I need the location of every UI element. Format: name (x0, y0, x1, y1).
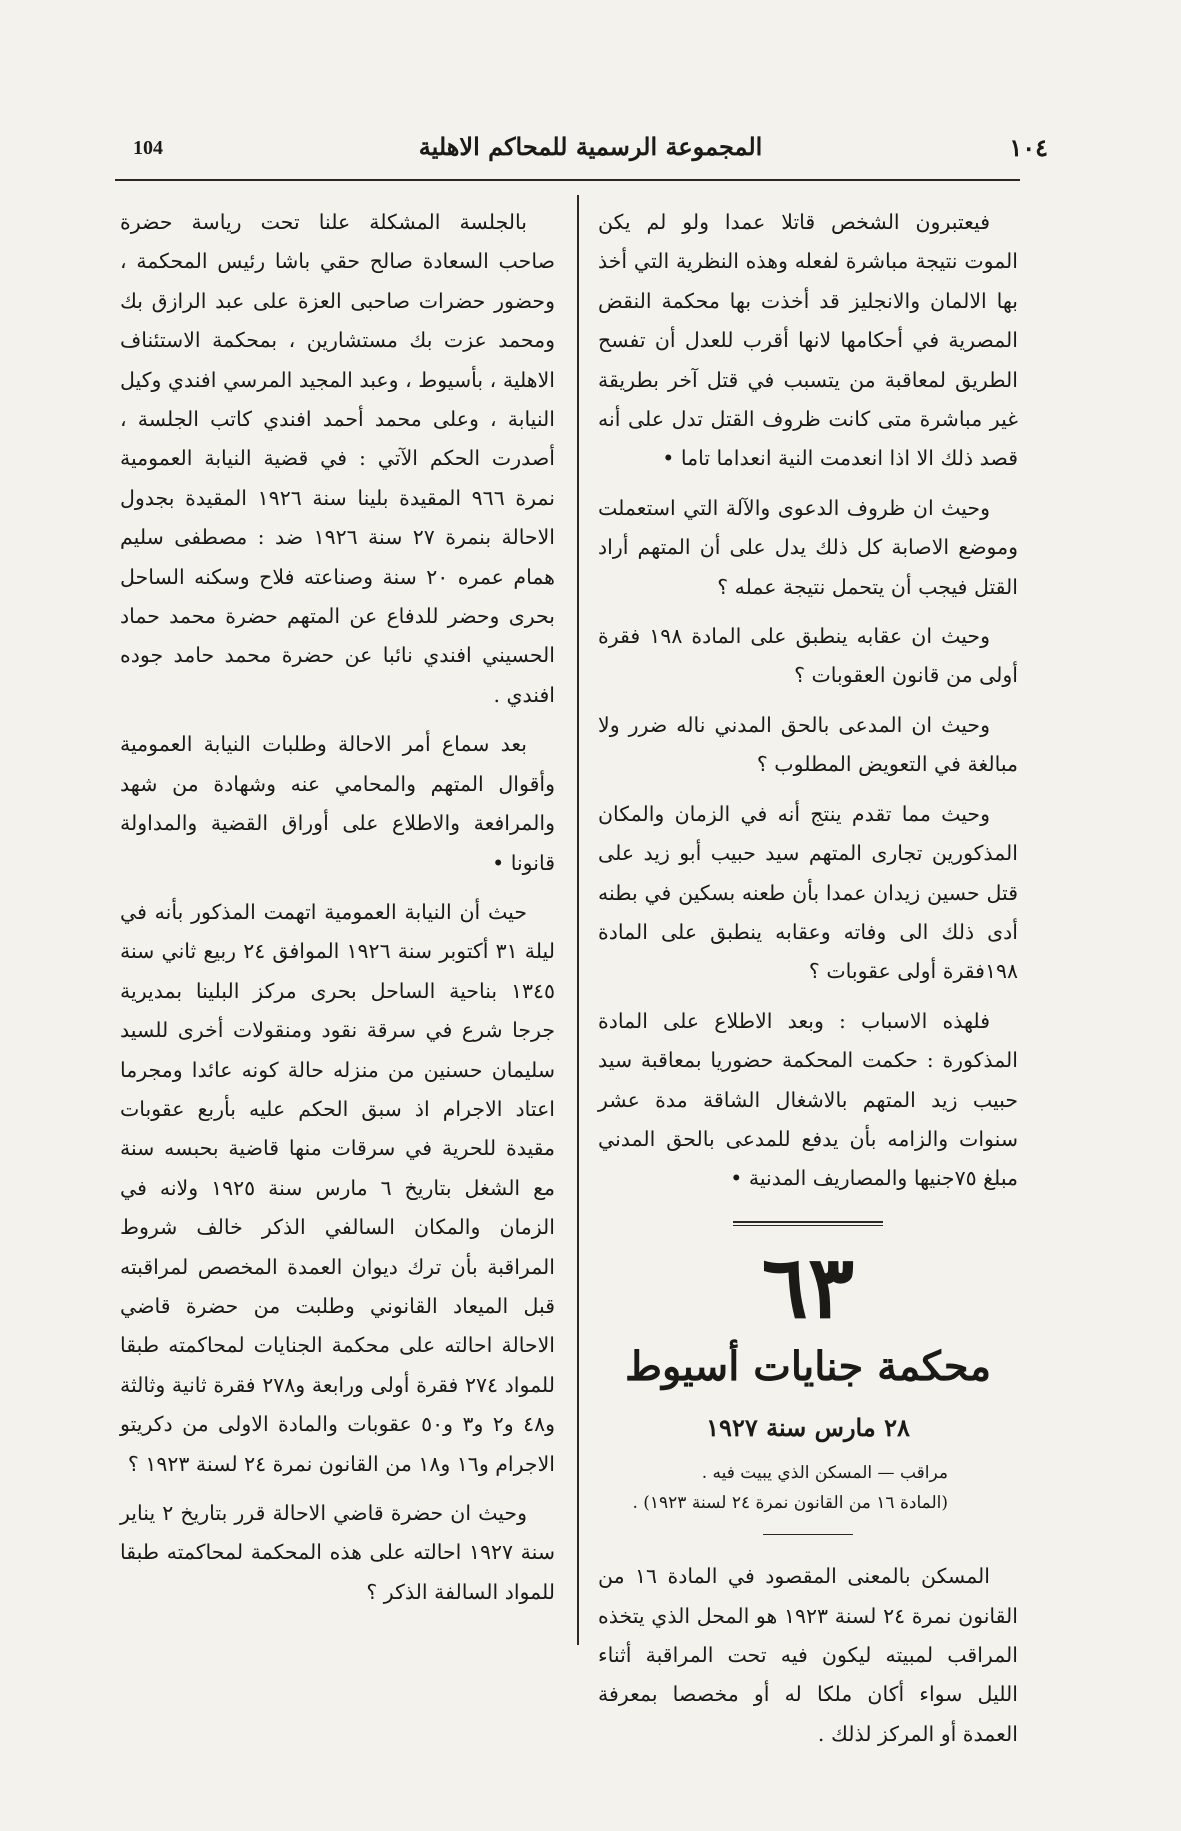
header-rule (115, 179, 1020, 181)
case-number: ٦٣ (761, 1236, 855, 1338)
paragraph: حيث أن النيابة العمومية اتهمت المذكور بأنه في ليلة ٣١ أكتوبر سنة ١٩٢٦ الموافق ٢٤ ربيع ثاني سنة ١٣٤٥ بناحية الساحل بحرى مركز البلينا بمديرية جرجا شرع في سرقة نقود ومنقولات أخرى للسيد سليمان حسنين من منزله حالة كونه عائدا ومجرما اعتاد الاجرام اذ سبق الحكم عليه بأربع عقوبات مقيدة للحرية في سرقات منها قاضية بحبسه سنة مع الشغل بتاريخ ٦ مارس سنة ١٩٢٥ ولانه في الزمان والمكان السالفي الذكر خالف شروط المراقبة بأن ترك ديوان العمدة المخصص لمراقبته قبل الميعاد القانوني وطلبت من حضرة قاضي الاحالة احالته على محكمة الجنايات لمحاكمته طبقا للمواد ٢٧٤ فقرة أولى ورابعة و٢٧٨ فقرة ثانية وثالثة و٤٨ و٢ و٣ و٥٠ عقوبات والمادة الاولى من دكريتو الاجرام و١٦ و١٨ من القانون نمرة ٢٤ لسنة ١٩٢٣ ؟ (120, 899, 555, 1476)
paragraph: وحيث ان حضرة قاضي الاحالة قرر بتاريخ ٢ يناير سنة ١٩٢٧ احالته على هذه المحكمة لمحاكمته طبقا للمواد السالفة الذكر ؟ (120, 1501, 555, 1604)
summary-line: مراقب — المسكن الذي يبيت فيه . (701, 1462, 948, 1483)
paragraph: بعد سماع أمر الاحالة وطلبات النيابة العمومية وأقوال المتهم والمحامي عنه وشهادة من شهد والمرافعة والاطلاع على أوراق القضية والمداولة قانونا • (120, 732, 555, 875)
summary-line: (المادة ١٦ من القانون نمرة ٢٤ لسنة ١٩٢٣) . (632, 1492, 948, 1513)
right-column (598, 203, 1018, 1754)
legal-principle: المسكن بالمعنى المقصود في المادة ١٦ من القانون نمرة ٢٤ لسنة ١٩٢٣ هو المحل الذي يتخذه المراقب لمبيته ليكون فيه تحت المراقبة أثناء الليل سواء أكان ملكا له أو مخصصا بمعرفة العمدة أو المركز لذلك . (598, 1564, 1018, 1746)
paragraph: وحيث ان ظروف الدعوى والآلة التي استعملت وموضع الاصابة كل ذلك يدل على أن المتهم أراد القتل فيجب أن يتحمل نتيجة عمله ؟ (598, 495, 1018, 599)
paragraph: وحيث ان عقابه ينطبق على المادة ١٩٨ فقرة أولى من قانون العقوبات ؟ (598, 624, 1018, 688)
summary-rule (763, 1534, 853, 1536)
case-date: ٢٨ مارس سنة ١٩٢٧ (706, 1412, 910, 1442)
section-rule (733, 1221, 883, 1226)
column-divider (577, 195, 579, 1645)
page-number-right: ١٠٤ (1009, 133, 1048, 162)
running-title: المجموعة الرسمية للمحاكم الاهلية (418, 132, 763, 161)
page-number-left: 104 (133, 137, 163, 159)
case-summary (598, 1458, 1018, 1518)
paragraph: فيعتبرون الشخص قاتلا عمدا ولو لم يكن الموت نتيجة مباشرة لفعله وهذه النظرية التي أخذ بها الالمان والانجليز قد أخذت بها محكمة النقض المصرية في أحكامها لانها أقرب للعدل أن تفسح الطريق لمعاقبة من يتسبب في قتل آخر بطريقة غير مباشرة متى كانت ظروف القتل تدل على أنه قصد ذلك الا اذا انعدمت النية انعداما تاما • (598, 210, 1018, 471)
paragraph: وحيث مما تقدم ينتج أنه في الزمان والمكان المذكورين تجارى المتهم سيد حبيب أبو زيد على قتل حسين زيدان عمدا بأن طعنه بسكين في بطنه أدى ذلك الى وفاته وعقابه ينطبق على المادة ١٩٨فقرة أولى عقوبات ؟ (598, 801, 1018, 984)
paragraph: وحيث ان المدعى بالحق المدني ناله ضرر ولا مبالغة في التعويض المطلوب ؟ (598, 712, 1018, 777)
paragraph: بالجلسة المشكلة علنا تحت رياسة حضرة صاحب السعادة صالح حقي باشا رئيس المحكمة ، وحضور حضرات صاحبى العزة على عبد الرازق بك ومحمد عزت بك مستشارين ، بمحكمة الاستئناف الاهلية ، بأسيوط ، وعبد المجيد المرسي افندي وكيل النيابة ، وعلى محمد أحمد افندي كاتب الجلسة ، أصدرت الحكم الآتي : في قضية النيابة العمومية نمرة ٩٦٦ المقيدة بلينا سنة ١٩٢٦ المقيدة بجدول الاحالة بنمرة ٢٧ سنة ١٩٢٦ ضد : مصطفى سليم همام عمره ٢٠ سنة وصناعته فلاح وسكنه الساحل بحرى وحضر للدفاع عن المتهم حضرة محمد حماد الحسيني افندي نائبا عن حضرة محمد حامد جوده افندي . (120, 210, 555, 707)
court-name: محكمة جنايات أسيوط (624, 1342, 992, 1390)
left-column (120, 203, 555, 1612)
paragraph: فلهذه الاسباب : وبعد الاطلاع على المادة المذكورة : حكمت المحكمة حضوريا بمعاقبة سيد حبيب زيد المتهم بالاشغال الشاقة مدة عشر سنوات والزامه بأن يدفع للمدعى بالحق المدني مبلغ ٧٥جنيها والمصاريف المدنية • (598, 1008, 1018, 1191)
